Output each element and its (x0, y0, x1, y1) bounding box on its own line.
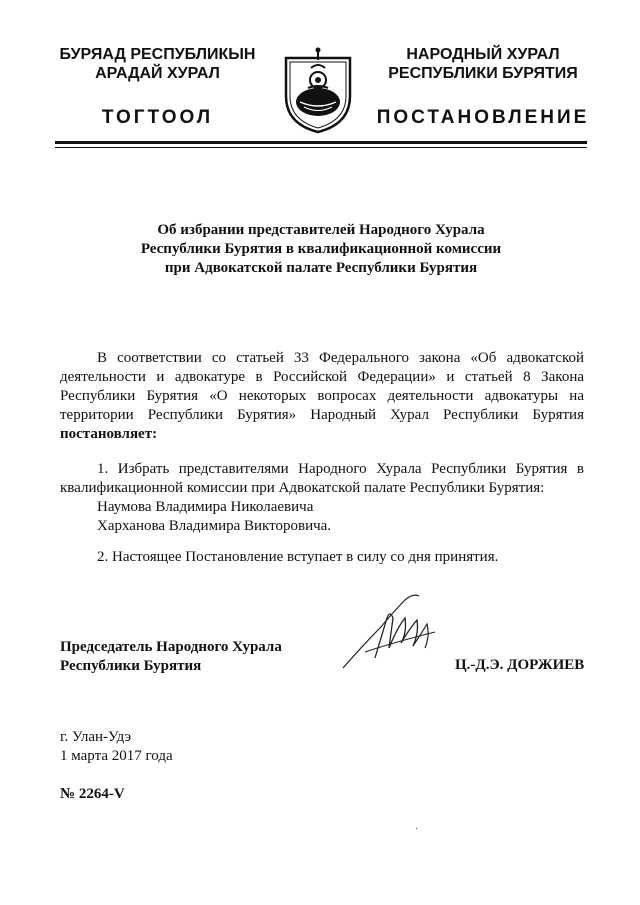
title-line3: при Адвокатской палате Республики Бурятия (164, 260, 478, 276)
clause-1-text: 1. Избрать представителями Народного Хурала Республики Бурятия в квалификационной комиссии при Адвокатской палате Республики Бурятия: (60, 461, 584, 496)
header-right-line1: НАРОДНЫЙ ХУРАЛ (406, 46, 560, 63)
signatory-position-line2: Республики Бурятия (60, 658, 202, 674)
header-left-line2: АРАДАЙ ХУРАЛ (95, 65, 220, 82)
header-divider-thick (55, 141, 587, 144)
signatory-position-line1: Председатель Народного Хурала (60, 639, 282, 655)
header-left-doc-type: ТОГТООЛ (101, 107, 214, 128)
document-title (60, 221, 582, 278)
signatory-position (60, 638, 282, 676)
place-and-date (60, 728, 173, 766)
representative-name-2: Харханова Владимира Викторовича. (97, 518, 332, 534)
header-right-line2: РЕСПУБЛИКИ БУРЯТИЯ (388, 65, 578, 82)
document-number: № 2264-V (60, 786, 125, 802)
date: 1 марта 2017 года (60, 748, 173, 764)
clause-2-paragraph: 2. Настоящее Постановление вступает в силу со дня принятия. (97, 549, 499, 565)
header-right-russian (368, 45, 598, 83)
resolves-keyword: постановляет: (60, 426, 158, 442)
representative-name-1: Наумова Владимира Николаевича (97, 499, 314, 515)
title-line2: Республики Бурятия в квалификационной комиссии (140, 241, 502, 257)
title-line1: Об избрании представителей Народного Хурала (157, 222, 485, 238)
handwritten-signature (335, 588, 455, 673)
scan-speck: · (415, 824, 419, 835)
header-right-doc-type: ПОСТАНОВЛЕНИЕ (376, 107, 590, 128)
city: г. Улан-Удэ (60, 729, 132, 745)
preamble-text: В соответствии со статьей 33 Федерального закона «Об адвокатской деятельности и адвокатуре в Российской Федерации» и статьей 8 Закона Республики Бурятия «О некоторых вопросах деятельности адвокатуры на территории Республики Бурятия» Народный Хурал Республики Бурятия (60, 350, 584, 423)
signatory-name: Ц.-Д.Э. ДОРЖИЕВ (455, 657, 585, 673)
preamble-paragraph (60, 349, 584, 444)
coat-of-arms-icon (280, 44, 356, 134)
clause-1-paragraph (60, 460, 584, 536)
header-left-buryat (40, 45, 275, 83)
header-left-line1: БУРЯАД РЕСПУБЛИКЫН (59, 46, 256, 63)
header-divider-thin (55, 147, 587, 148)
